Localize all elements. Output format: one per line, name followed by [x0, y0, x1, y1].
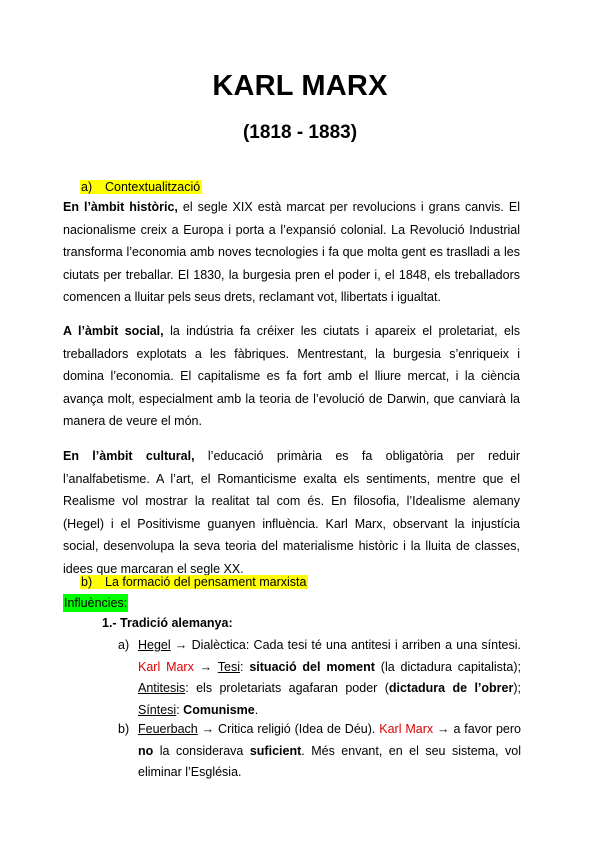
paragraph-historic-lead: En l’àmbit històric, — [63, 200, 178, 214]
item-hegel-text-4: (la dictadura capitalista); — [374, 659, 521, 674]
item-feuerbach-letter: b) — [118, 722, 130, 736]
item-hegel-text-3: : — [240, 659, 250, 674]
section-b-label: La formació del pensament marxista — [105, 575, 307, 589]
karl-marx-ref-1: Karl Marx — [138, 659, 194, 674]
item-feuerbach-text-4: . Més envant, en el seu sistema, vol eliminar l’Església. — [138, 743, 521, 779]
dictadura-bold: dictadura de l’obrer — [388, 681, 514, 695]
paragraph-social-text: la indústria fa créixer les ciutats i apareix el proletariat, els treballadors explotats a les fàbriques. Mentrestant, la burgesia s’enriqueix i domina l’economia. El capitalisme es fa fort amb el lliure mercat, i la ciència avança molt, especialment amb la teoria de l’evolució de Darwin, que canviarà la manera de veure el món. — [63, 324, 520, 428]
influences-label: Influències: — [64, 596, 128, 610]
paragraph-historic — [63, 196, 520, 309]
sintesi-term: Síntesi — [138, 702, 177, 717]
situacio-bold: situació del moment — [249, 659, 375, 674]
no-bold: no — [138, 743, 154, 758]
item-hegel — [118, 635, 521, 721]
item-hegel-text-1: → Dialèctica: Cada tesi té una antitesi i arriben a una síntesi. — [170, 638, 521, 652]
section-a-highlight — [80, 180, 202, 194]
section-b-highlight — [80, 575, 308, 589]
item-feuerbach-text-1: → Critica religió (Idea de Déu). — [197, 722, 380, 736]
page-subtitle-dates: (1818 - 1883) — [242, 122, 358, 143]
section-a-number: a) — [81, 180, 93, 194]
section-b-number: b) — [81, 575, 93, 589]
paragraph-cultural — [63, 445, 520, 580]
item-hegel-text-6: ); — [513, 681, 521, 695]
item-feuerbach-text-3: la considerava — [153, 743, 250, 758]
suficient-bold: suficient — [249, 743, 302, 758]
antitesis-term: Antitesis — [138, 681, 186, 695]
item-hegel-text-7: : — [176, 702, 184, 717]
item-feuerbach-text-2: → a favor pero — [433, 722, 521, 736]
comunisme-bold: Comunisme — [183, 702, 255, 717]
paragraph-cultural-lead: En l’àmbit cultural, — [63, 449, 195, 463]
tradition-heading: 1.- Tradició alemanya: — [102, 616, 233, 630]
item-hegel-text-8: . — [254, 702, 259, 717]
paragraph-historic-text: el segle XIX està marcat per revolucions i grans canvis. El nacionalisme creix a Europa i porta a l’expansió colonial. La Revolució Industrial transforma l’economia amb noves tecnologies i fa que molta gent es traslladi a les ciutats per treballar. El 1830, la burgesia pren el poder i, el 1848, els treballadors comencen a lluitar pels seus drets, reclamant vot, llibertats i igualtat. — [63, 200, 520, 304]
paragraph-social-lead: A l’àmbit social, — [63, 324, 164, 338]
item-hegel-text-5: : els proletariats agafaran poder ( — [185, 681, 389, 695]
section-a-label: Contextualització — [105, 180, 201, 194]
item-hegel-letter: a) — [118, 638, 130, 652]
paragraph-cultural-text: l’educació primària es fa obligatòria per reduir l’analfabetisme. A l’art, el Romanticisme exalta els sentiments, mentre que el Realisme vol mostrar la realitat tal com és. En filosofia, l’Idealisme alemany (Hegel) i el Positivisme guanyen influència. Karl Marx, observant la injustícia social, desenvolupa la seva teoria del materialisme històric i la lluita de classes, idees que marcaran el segle XX. — [63, 449, 520, 576]
item-feuerbach — [118, 719, 521, 784]
hegel-name: Hegel — [138, 638, 171, 652]
section-a-heading — [80, 178, 202, 196]
feuerbach-name: Feuerbach — [138, 722, 198, 736]
tesi-term: Tesi — [217, 659, 241, 674]
section-b-heading — [80, 573, 308, 591]
page-title: KARL MARX — [212, 70, 388, 102]
paragraph-social — [63, 320, 520, 433]
karl-marx-ref-2: Karl Marx — [379, 722, 434, 736]
item-hegel-text-2: → — [193, 659, 218, 674]
